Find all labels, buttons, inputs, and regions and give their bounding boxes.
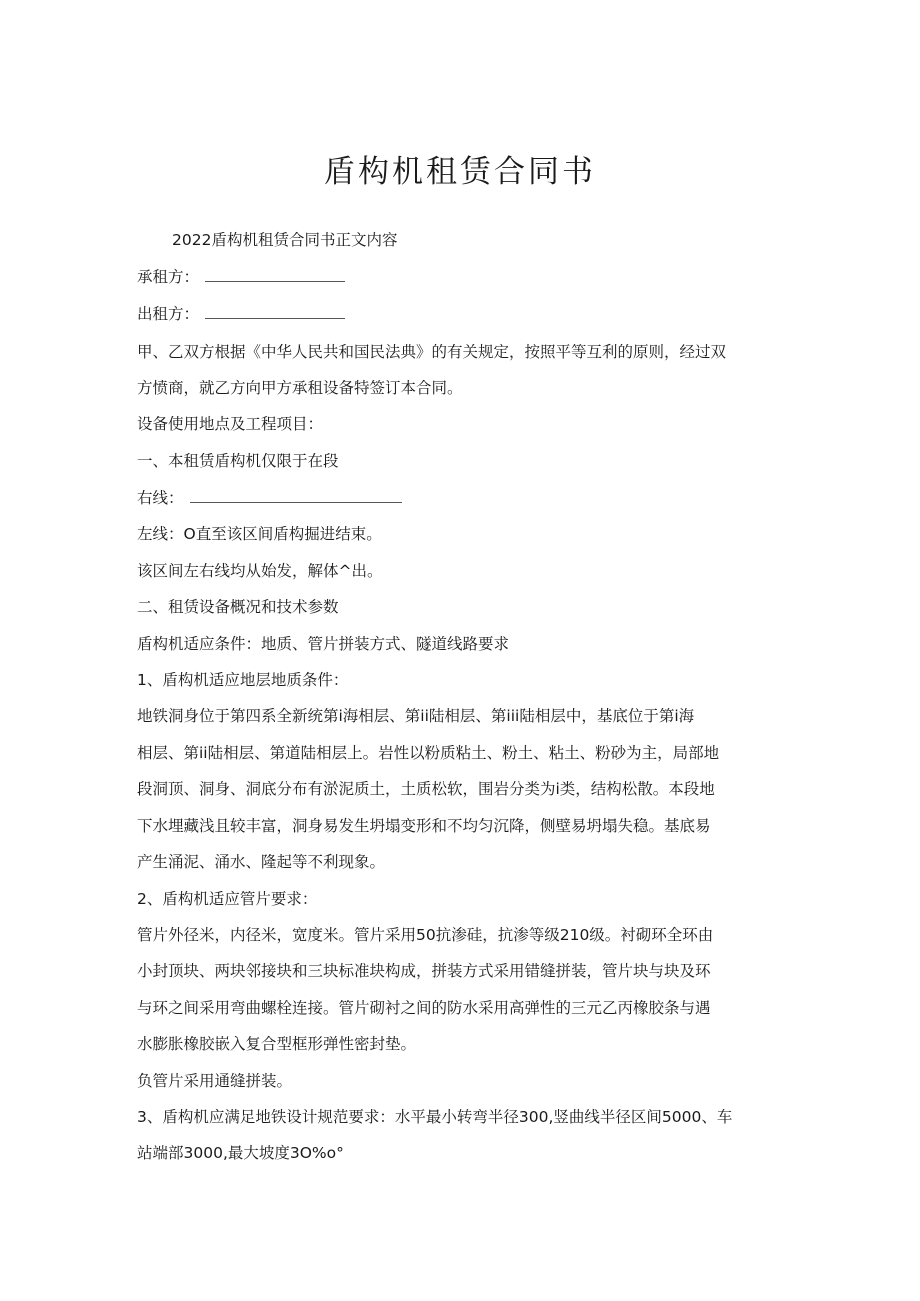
right-line-blank: [190, 488, 402, 503]
paragraph-line: 站端部3000,最大坡度3O%o°: [137, 1144, 344, 1162]
lessee-label: 承租方：: [137, 268, 200, 286]
paragraph-line: 2、盾构机适应管片要求：: [137, 890, 318, 908]
lessor-blank: [205, 304, 345, 319]
paragraph-line: 3、盾构机应满足地铁设计规范要求：水平最小转弯半径300,竖曲线半径区间5000、车: [137, 1108, 733, 1126]
lessor-line: [137, 303, 345, 325]
paragraph-line: 产生涌泥、涌水、隆起等不利现象。: [137, 853, 386, 871]
lessee-line: [137, 266, 345, 288]
document-title: 盾构机租赁合同书: [324, 154, 596, 190]
paragraph-line: 甲、乙双方根据《中华人民共和国民法典》的有关规定，按照平等互利的原则，经过双: [137, 343, 727, 361]
paragraph-line: 与环之间采用弯曲螺栓连接。管片砌衬之间的防水采用高弹性的三元乙丙橡胶条与遇: [137, 999, 711, 1017]
paragraph-line: 相层、第ii陆相层、第道陆相层上。岩性以粉质粘土、粉土、粘土、粉砂为主，局部地: [137, 744, 720, 762]
paragraph-line: 二、租赁设备概况和技术参数: [137, 598, 339, 616]
paragraph-line: 一、本租赁盾构机仅限于在段: [137, 452, 339, 470]
paragraph-line: 该区间左右线均从始发，解体^出。: [137, 562, 383, 580]
paragraph-line: 管片外径米，内径米，宽度米。管片采用50抗渗硅，抗渗等级210级。衬砌环全环由: [137, 926, 714, 944]
paragraph-line: 地铁洞身位于第四系全新统第i海相层、第ii陆相层、第iii陆相层中，基底位于第i海: [137, 707, 695, 725]
paragraph-line: 方愤商，就乙方向甲方承租设备特签订本合同。: [137, 379, 463, 397]
paragraph-line: 水膨胀橡胶嵌入复合型框形弹性密封垫。: [137, 1035, 417, 1053]
right-line-row: [137, 487, 402, 509]
paragraph-line: 段洞顶、洞身、洞底分布有淤泥质土，土质松软，围岩分类为i类，结构松散。本段地: [137, 780, 715, 798]
paragraph-line: 小封顶块、两块邻接块和三块标准块构成，拼装方式采用错缝拼装，管片块与块及环: [137, 962, 711, 980]
lessee-blank: [205, 267, 345, 282]
paragraph-line: 下水埋藏浅且较丰富，洞身易发生坍塌变形和不均匀沉降，侧壁易坍塌失稳。基底易: [137, 817, 711, 835]
paragraph-line: 左线：O直至该区间盾构掘进结束。: [137, 525, 382, 543]
paragraph-line: 负管片采用通缝拼装。: [137, 1072, 293, 1090]
lessor-label: 出租方：: [137, 305, 200, 323]
right-line-label: 右线：: [137, 489, 184, 507]
paragraph-line: 设备使用地点及工程项目：: [137, 415, 324, 433]
paragraph-line: 1、盾构机适应地层地质条件：: [137, 671, 349, 689]
paragraph-line: 盾构机适应条件：地质、管片拼装方式、隧道线路要求: [137, 635, 510, 653]
document-subtitle: 2022盾构机租赁合同书正文内容: [172, 231, 398, 249]
